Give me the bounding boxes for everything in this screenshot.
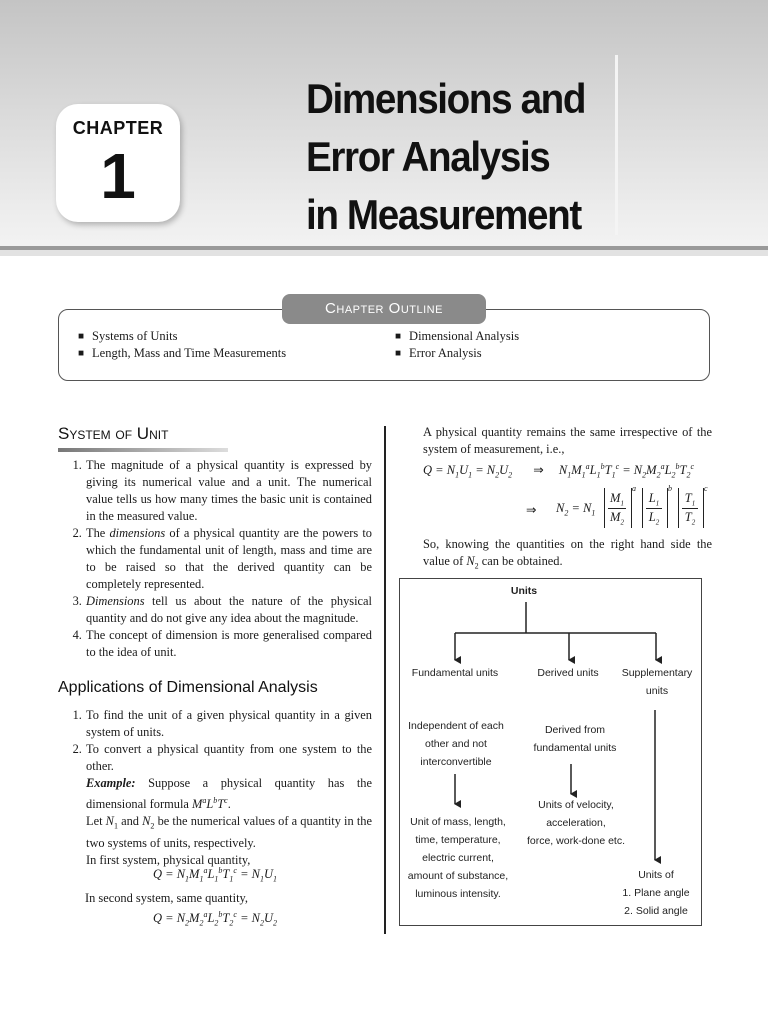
diagram-supplementary-examples: Units of 1. Plane angle 2. Solid angle [622, 869, 690, 917]
right-intro-text: A physical quantity remains the same irrespective of the system of measurement, i.e., [423, 425, 712, 456]
outline-item: ■ Error Analysis [395, 346, 482, 361]
list-item: 1. To find the unit of a given physical quantity in a given system of units. [85, 707, 372, 741]
chapter-number: 1 [100, 140, 136, 212]
outline-item: ■ Length, Mass and Time Measurements [78, 346, 286, 361]
list-item: 2. The dimensions of a physical quantity are the powers to which the fundamental unit of length, mass and time are to be raised so that the derived quantity can be completely represented. [85, 525, 372, 593]
applications-list [58, 707, 372, 869]
outline-item: ■ Systems of Units [78, 329, 177, 344]
header-decor-line [615, 55, 618, 235]
diagram-supplementary-units: Supplementary units [621, 667, 693, 697]
column-divider [384, 426, 386, 934]
diagram-derived-description: Derived from fundamental units [533, 724, 617, 754]
equation-first-system: $Q = N_1M_1^aL_1^bT_1^c = N_1U_1$ [152, 866, 277, 884]
second-system-text: In second system, same quantity, [85, 891, 248, 905]
diagram-fundamental-units: Fundamental units [411, 667, 499, 679]
list-item: 1. The magnitude of a physical quantity is expressed by giving its numerical value and a unit. The numerical value tells us how many times the basic unit is contained in the measured value. [85, 457, 372, 525]
equation-conversion: ⇒ $N_2 = N_1$ $M_1$ $M_2$ a $L_1$ $L_2$ b $T_1$ $T_2$ c [526, 484, 708, 527]
chapter-title-line-3: in Measurement [306, 191, 581, 238]
diagram-derived-examples: Units of velocity, acceleration, force, work-done etc. [526, 799, 626, 847]
chapter-title-line-1: Dimensions and [306, 75, 586, 122]
section-heading-system-of-unit: System of Unit [58, 424, 169, 443]
diagram-fundamental-examples: Unit of mass, length, time, temperature, electric current, amount of substance, luminous intensity. [407, 816, 509, 900]
diagram-derived-units: Derived units [537, 667, 599, 679]
system-of-unit-list [58, 457, 372, 661]
list-item: 2. To convert a physical quantity from one system to the other. Example: Suppose a physical quantity has the dimensional formula $M^aL^bT^c$. Let $N_1$ and $N_2$ be the numerical values of a quantity in the two systems of units, respectively. In first system, physical quantity, [85, 741, 372, 869]
header-divider-shadow [0, 250, 768, 256]
chapter-title [306, 70, 610, 244]
equation-invariance: $Q = N_1U_1 = N_2U_2$ ⇒ $N_1M_1^aL_1^bT_1^c = N_2M_2^aL_2^bT_2^c$ [423, 462, 695, 480]
section-heading-rule [58, 448, 228, 452]
right-conclusion-text: So, knowing the quantities on the right hand side the value of $N_2$ can be obtained. [423, 537, 712, 571]
list-item: 4. The concept of dimension is more generalised compared to the idea of unit. [85, 627, 372, 661]
diagram-fundamental-description: Independent of each other and not interconvertible [408, 720, 504, 768]
equation-second-system: $Q = N_2M_2^aL_2^bT_2^c = N_2U_2$ [152, 910, 277, 928]
applications-heading: Applications of Dimensional Analysis [58, 679, 318, 696]
chapter-outline-label: Chapter Outline [282, 294, 486, 324]
list-item: 3. Dimensions tell us about the nature of the physical quantity and do not give any idea about the magnitude. [85, 593, 372, 627]
diagram-root-units: Units [510, 585, 538, 597]
chapter-title-line-2: Error Analysis [306, 133, 550, 180]
outline-item: ■ Dimensional Analysis [395, 329, 519, 344]
chapter-label: CHAPTER [72, 118, 164, 138]
